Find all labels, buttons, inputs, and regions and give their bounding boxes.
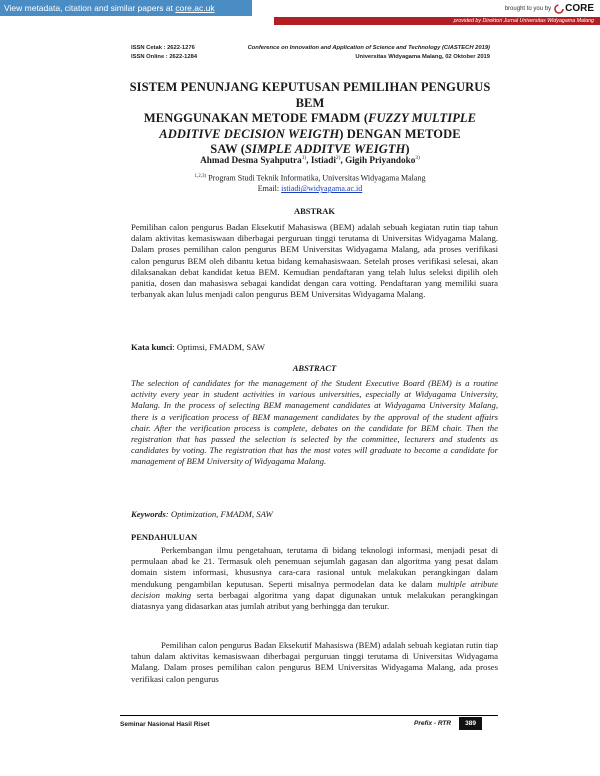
abstrak-text: Pemilihan calon pengurus Badan Eksekutif Mahasiswa (BEM) adalah sebuah kegiatan rutin tiap tahun dalam aktivitas kemasiswaan diberbagai perguruan tinggi terutama di Universitas Widyagama Malang. Dalam proses pemilihan calon pengurus BEM Universitas Widyagama Malang, ada proses verifikasi calon pengurus BEM oleh dibantu ketua bidang kemahasiswaan. Setelah proses verifikasi selesai, akan dilaksanakan debat kandidat ketua BEM. Kemudian pendaftaran yang telah lulus seleksi dipilih oleh panitia, dosen dan mahasiswa sebagai kandidat dengan cara votting. Pendaftaran yang memiliki suara terbanyak akan lulus menjadi calon pengurus BEM Universitas Widyagama Malang. bbox=[131, 222, 498, 300]
author-1: Ahmad Desma Syahputra bbox=[200, 155, 302, 166]
pendahuluan-paragraph-2: Pemilihan calon pengurus Badan Eksekutif Mahasiswa (BEM) adalah sebuah kegiatan rutin tiap tahun dalam aktivitas kemasiswaan diberbagai perguruan tinggi terutama di Universitas Widyagama Malang. Dalam proses pemilihan calon pengurus BEM Universitas Widyagama Malang, ada proses verifikasi calon pengurus bbox=[131, 640, 498, 684]
core-link-site[interactable]: core.ac.uk bbox=[175, 3, 215, 13]
conference-block bbox=[237, 44, 490, 61]
author-list: Ahmad Desma Syahputra$^{1)}$, Istiadi$^{2)}$, Gigih Priyandoko$^{3)}$ bbox=[200, 155, 420, 166]
author-1-sup: 1) bbox=[301, 155, 307, 161]
kata-kunci bbox=[131, 342, 498, 352]
core-metadata-link[interactable] bbox=[0, 0, 252, 16]
title-line-4c: ) bbox=[405, 142, 410, 156]
paper-title bbox=[118, 80, 502, 158]
p1-part-b: serta berbagai algoritma yang dapat digunakan untuk melakukan perangkingan diatasnya yang didasarkan atas jumlah atribut yang berhingga dan terukur. bbox=[131, 589, 498, 612]
footer-seminar: Seminar Nasional Hasil Riset bbox=[120, 721, 210, 728]
keywords bbox=[131, 509, 498, 519]
core-logo-text: CORE bbox=[565, 3, 594, 14]
p1-italic: multiple atribute decision making bbox=[131, 578, 498, 600]
abstract-heading: ABSTRACT bbox=[292, 363, 337, 373]
affiliation-line bbox=[118, 172, 502, 184]
abstrak-heading: ABSTRAK bbox=[293, 206, 336, 216]
title-line-2 bbox=[118, 111, 502, 127]
title-line-3 bbox=[118, 127, 502, 143]
issn-block bbox=[131, 44, 197, 61]
core-link-prefix: View metadata, citation and similar papers at bbox=[4, 3, 176, 13]
affiliation-sup: 1,2,3) bbox=[194, 174, 207, 179]
core-brought-text: brought to you by bbox=[504, 5, 552, 12]
pendahuluan-paragraph-1 bbox=[131, 545, 498, 612]
footer-page-info bbox=[414, 717, 482, 730]
email-label: Email: bbox=[257, 184, 282, 194]
core-logo-icon bbox=[554, 4, 564, 14]
email-line bbox=[118, 184, 502, 195]
title-line-4a: SAW ( bbox=[210, 142, 245, 156]
affiliation bbox=[118, 172, 502, 195]
abstract-text: The selection of candidates for the management of the Student Executive Board (BEM) is a routine activity every year in student activities in various universities, especially at Widyagama University, Malang. In the process of selecting BEM management candidates at Widyagama University Malang, there is a verification process of BEM management candidates by the approval of the student affairs chair. After the verification process is complete, debates on the candidate for BEM chair. Then the registration that has passed the selection is selected by the committee, lecturers and students as candidates by voting. The registration that has the most votes will graduate to become a candidate for management of BEM University of Widyagama Malang. bbox=[131, 378, 498, 467]
title-line-3b: ) DENGAN METODE bbox=[339, 126, 461, 141]
core-banner bbox=[0, 0, 600, 25]
kata-kunci-text: : Optimsi, FMADM, SAW bbox=[172, 342, 265, 352]
footer-divider bbox=[120, 715, 498, 716]
issn-online: ISSN Online : 2622-1284 bbox=[131, 53, 198, 60]
title-line-3a: ADDITIVE DECISION WEIGTH bbox=[159, 126, 340, 141]
author-2-sup: 2) bbox=[335, 155, 341, 161]
author-3-sup: 3) bbox=[415, 155, 420, 161]
kata-kunci-label: Kata kunci bbox=[131, 342, 173, 352]
conference-name: Conference on Innovation and Application of Science and Technology (CIASTECH 2019) bbox=[247, 45, 490, 51]
title-line-2b: FUZZY MULTIPLE bbox=[368, 111, 477, 125]
p1-part-a: Perkembangan ilmu pengetahuan, terutama di bidang teknologi informasi, menjadi pesat di permulaan abad ke 21. Termasuk oleh penemuan sejumlah gagasan dan algoritma yang pesat dalam domain sistem informasi, khususnya cara-cara rasional untuk melakukan perangkingan dalam mendukung pengambilan keputusan. Seperti misalnya permodelan data ke dalam bbox=[131, 545, 498, 589]
core-brought-by bbox=[505, 2, 594, 15]
keywords-label: Keywords bbox=[131, 509, 166, 519]
core-provided-by[interactable]: provided by Direktori Jurnal Universitas Widyagama Malang bbox=[274, 17, 600, 25]
page-number: 389 bbox=[459, 717, 482, 730]
pendahuluan-heading: PENDAHULUAN bbox=[131, 532, 198, 542]
core-logo[interactable] bbox=[554, 3, 594, 14]
title-line-1: SISTEM PENUNJANG KEPUTUSAN PEMILIHAN PENGURUS BEM bbox=[129, 80, 491, 110]
title-line-2a: MENGGUNAKAN METODE FMADM ( bbox=[143, 111, 369, 125]
footer-prefix: Prefix - RTR bbox=[414, 720, 452, 727]
issn-cetak: ISSN Cetak : 2622-1276 bbox=[131, 45, 195, 51]
author-3: Gigih Priyandoko bbox=[345, 155, 416, 166]
keywords-text: : Optimization, FMADM, SAW bbox=[165, 509, 273, 519]
author-2: Istiadi bbox=[310, 155, 336, 166]
email-link[interactable]: istiadi@widyagama.ac.id bbox=[281, 184, 363, 194]
title-line-4b: SIMPLE ADDITVE WEIGTH bbox=[244, 142, 406, 156]
affiliation-text: Program Studi Teknik Informatika, Universitas Widyagama Malang bbox=[208, 173, 426, 183]
conference-venue: Universitas Widyagama Malang, 02 Oktober 2019 bbox=[355, 53, 490, 60]
